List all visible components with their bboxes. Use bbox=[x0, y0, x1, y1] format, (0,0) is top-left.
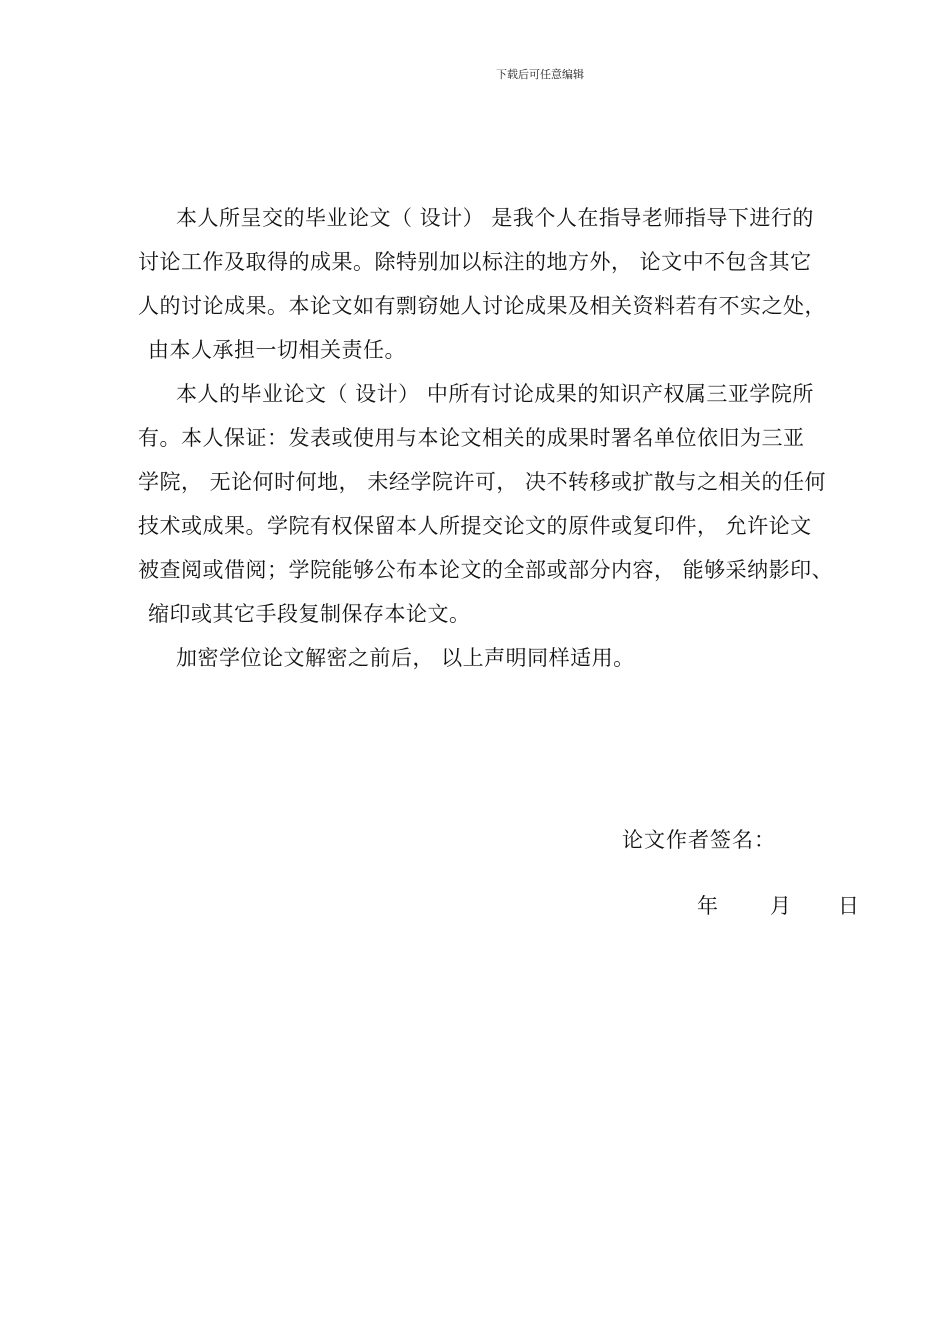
paragraph-1-line-4: 由本人承担一切相关责任。 bbox=[148, 338, 406, 362]
date-year-label: 年 bbox=[697, 894, 718, 918]
date-month-label: 月 bbox=[770, 894, 791, 918]
paragraph-2-line-1: 本人的毕业论文（ 设计） 中所有讨论成果的知识产权属三亚学院所 bbox=[176, 382, 814, 406]
signature-date bbox=[697, 888, 859, 924]
declaration-body bbox=[138, 196, 868, 680]
header-note: 下载后可任意编辑 bbox=[496, 68, 584, 81]
author-signature-label: 论文作者签名： bbox=[622, 828, 776, 852]
paragraph-3-line-1: 加密学位论文解密之前后， 以上声明同样适用。 bbox=[176, 646, 635, 670]
paragraph-1-line-1: 本人所呈交的毕业论文（ 设计） 是我个人在指导老师指导下进行的 bbox=[176, 206, 814, 230]
paragraph-2-line-4: 技术或成果。学院有权保留本人所提交论文的原件或复印件， 允许论文 bbox=[138, 514, 812, 538]
paragraph-2-line-5: 被查阅或借阅；学院能够公布本论文的全部或部分内容， 能够采纳影印、 bbox=[138, 558, 834, 582]
paragraph-2-line-3: 学院， 无论何时何地， 未经学院许可， 决不转移或扩散与之相关的任何 bbox=[138, 470, 827, 494]
paragraph-1-line-3: 人的讨论成果。本论文如有剽窃她人讨论成果及相关资料若有不实之处， bbox=[138, 294, 826, 318]
date-day-label: 日 bbox=[838, 894, 859, 918]
paragraph-2-line-6: 缩印或其它手段复制保存本论文。 bbox=[148, 602, 471, 626]
paragraph-1-line-2: 讨论工作及取得的成果。除特别加以标注的地方外， 论文中不包含其它 bbox=[138, 250, 812, 274]
paragraph-2-line-2: 有。本人保证：发表或使用与本论文相关的成果时署名单位依旧为三亚 bbox=[138, 426, 805, 450]
